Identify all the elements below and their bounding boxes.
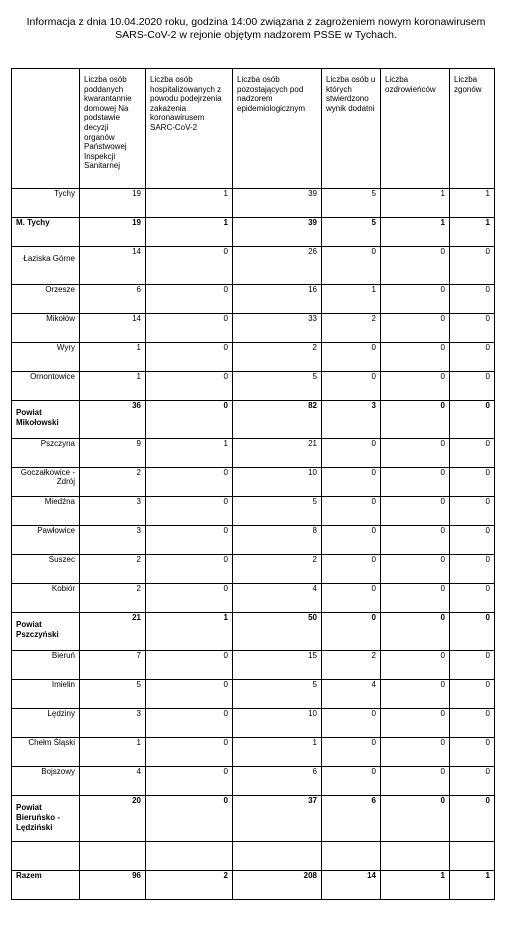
value-cell: 4 <box>80 767 146 796</box>
table-row <box>12 497 495 526</box>
region-name-cell: Chełm Śląski <box>12 738 80 767</box>
value-cell: 0 <box>322 372 381 401</box>
table-row <box>12 439 495 468</box>
value-cell: 1 <box>146 613 233 651</box>
value-cell: 0 <box>450 651 495 680</box>
value-cell: 1 <box>450 189 495 218</box>
value-cell: 2 <box>233 555 322 584</box>
region-name-cell: Pszczyna <box>12 439 80 468</box>
value-cell: 39 <box>233 218 322 247</box>
value-cell: 15 <box>233 651 322 680</box>
value-cell: 0 <box>381 555 450 584</box>
value-cell: 2 <box>80 584 146 613</box>
value-cell: 3 <box>322 401 381 439</box>
value-cell: 0 <box>450 584 495 613</box>
value-cell: 3 <box>80 709 146 738</box>
value-cell: 14 <box>80 247 146 285</box>
value-cell: 0 <box>322 738 381 767</box>
region-name-cell: Pawłowice <box>12 526 80 555</box>
value-cell: 0 <box>381 497 450 526</box>
value-cell: 20 <box>80 796 146 842</box>
value-cell: 2 <box>322 314 381 343</box>
value-cell: 4 <box>322 680 381 709</box>
value-cell: 0 <box>381 401 450 439</box>
value-cell <box>80 842 146 871</box>
region-name-cell: Powiat Bieruńsko - Lędziński <box>12 796 80 842</box>
value-cell: 0 <box>146 584 233 613</box>
value-cell: 2 <box>80 555 146 584</box>
region-name-cell: Miedźna <box>12 497 80 526</box>
value-cell: 0 <box>146 526 233 555</box>
value-cell: 21 <box>233 439 322 468</box>
value-cell: 0 <box>381 680 450 709</box>
value-cell: 6 <box>80 285 146 314</box>
region-name-cell: Powiat Pszczyński <box>12 613 80 651</box>
value-cell: 0 <box>146 680 233 709</box>
region-name-cell: Lędziny <box>12 709 80 738</box>
header-cell-positive: Liczba osób u których stwierdzono wynik dodatni <box>322 69 381 189</box>
table-row <box>12 767 495 796</box>
value-cell: 1 <box>80 738 146 767</box>
table-row <box>12 871 495 900</box>
value-cell: 6 <box>233 767 322 796</box>
table-row <box>12 218 495 247</box>
table-row <box>12 526 495 555</box>
value-cell: 0 <box>322 767 381 796</box>
header-cell-hospitalized: Liczba osób hospitalizowanych z powodu podejrzenia zakażenia koronawirusem SARC-CoV-2 <box>146 69 233 189</box>
value-cell: 0 <box>381 247 450 285</box>
value-cell: 8 <box>233 526 322 555</box>
value-cell: 0 <box>146 709 233 738</box>
table-row <box>12 613 495 651</box>
value-cell: 0 <box>450 401 495 439</box>
table-row <box>12 651 495 680</box>
region-name-cell: Powiat Mikołowski <box>12 401 80 439</box>
header-cell-region <box>12 69 80 189</box>
table-row <box>12 738 495 767</box>
value-cell: 0 <box>146 343 233 372</box>
value-cell <box>450 842 495 871</box>
value-cell: 5 <box>233 680 322 709</box>
value-cell: 3 <box>80 526 146 555</box>
value-cell: 0 <box>381 796 450 842</box>
value-cell: 39 <box>233 189 322 218</box>
value-cell: 0 <box>146 796 233 842</box>
value-cell: 1 <box>146 189 233 218</box>
value-cell: 208 <box>233 871 322 900</box>
value-cell: 1 <box>450 218 495 247</box>
value-cell: 5 <box>80 680 146 709</box>
value-cell: 0 <box>322 526 381 555</box>
header-cell-supervision: Liczba osób pozostających pod nadzorem epidemiologicznym <box>233 69 322 189</box>
value-cell: 0 <box>381 613 450 651</box>
value-cell: 1 <box>233 738 322 767</box>
region-name-cell: Tychy <box>12 189 80 218</box>
region-name-cell: Suszec <box>12 555 80 584</box>
value-cell: 33 <box>233 314 322 343</box>
header-cell-recovered: Liczba ozdrowieńców <box>381 69 450 189</box>
table-row <box>12 555 495 584</box>
value-cell: 0 <box>381 285 450 314</box>
value-cell: 0 <box>146 468 233 497</box>
value-cell: 50 <box>233 613 322 651</box>
table-row <box>12 189 495 218</box>
value-cell: 0 <box>450 468 495 497</box>
region-name-cell: Mikołów <box>12 314 80 343</box>
region-name-cell: Bieruń <box>12 651 80 680</box>
value-cell: 0 <box>146 372 233 401</box>
value-cell: 0 <box>322 468 381 497</box>
value-cell: 4 <box>233 584 322 613</box>
value-cell: 0 <box>381 584 450 613</box>
value-cell: 0 <box>146 285 233 314</box>
value-cell: 3 <box>80 497 146 526</box>
header-cell-deaths: Liczba zgonów <box>450 69 495 189</box>
value-cell: 96 <box>80 871 146 900</box>
value-cell: 6 <box>322 796 381 842</box>
value-cell: 16 <box>233 285 322 314</box>
value-cell: 1 <box>381 218 450 247</box>
value-cell: 0 <box>146 401 233 439</box>
region-name-cell: M. Tychy <box>12 218 80 247</box>
value-cell: 0 <box>322 555 381 584</box>
value-cell: 10 <box>233 468 322 497</box>
table-row <box>12 796 495 842</box>
table-row <box>12 584 495 613</box>
region-name-cell <box>12 842 80 871</box>
value-cell: 0 <box>146 767 233 796</box>
value-cell <box>233 842 322 871</box>
value-cell: 0 <box>146 555 233 584</box>
document-title <box>0 16 512 42</box>
value-cell: 0 <box>322 439 381 468</box>
value-cell: 0 <box>146 738 233 767</box>
table-row <box>12 314 495 343</box>
header-row <box>12 69 495 189</box>
value-cell: 0 <box>450 796 495 842</box>
value-cell: 1 <box>80 343 146 372</box>
value-cell: 2 <box>322 651 381 680</box>
value-cell: 1 <box>381 189 450 218</box>
region-name-cell: Wyry <box>12 343 80 372</box>
value-cell: 1 <box>381 871 450 900</box>
value-cell: 0 <box>322 613 381 651</box>
value-cell: 0 <box>146 314 233 343</box>
value-cell: 0 <box>450 526 495 555</box>
value-cell: 0 <box>381 314 450 343</box>
value-cell: 5 <box>322 218 381 247</box>
value-cell <box>322 842 381 871</box>
region-name-cell: Bojszowy <box>12 767 80 796</box>
region-name-cell: Łaziska Górne <box>12 247 80 285</box>
value-cell: 82 <box>233 401 322 439</box>
region-name-cell: Ornontowice <box>12 372 80 401</box>
value-cell: 0 <box>322 247 381 285</box>
value-cell: 0 <box>146 651 233 680</box>
table-row <box>12 468 495 497</box>
table-row <box>12 285 495 314</box>
value-cell: 0 <box>381 343 450 372</box>
value-cell: 1 <box>146 439 233 468</box>
table-row <box>12 372 495 401</box>
value-cell: 0 <box>322 709 381 738</box>
value-cell: 0 <box>322 584 381 613</box>
table-row <box>12 709 495 738</box>
value-cell: 2 <box>233 343 322 372</box>
value-cell: 14 <box>322 871 381 900</box>
value-cell <box>146 842 233 871</box>
value-cell: 1 <box>146 218 233 247</box>
value-cell: 14 <box>80 314 146 343</box>
table-row <box>12 343 495 372</box>
value-cell: 0 <box>450 497 495 526</box>
value-cell: 2 <box>146 871 233 900</box>
title-line-2: SARS-CoV-2 w rejonie objętym nadzorem PSSE w Tychach. <box>115 29 397 41</box>
value-cell: 0 <box>146 247 233 285</box>
value-cell: 37 <box>233 796 322 842</box>
value-cell: 1 <box>322 285 381 314</box>
region-name-cell: Goczałkowice - Zdrój <box>12 468 80 497</box>
value-cell: 0 <box>146 497 233 526</box>
region-name-cell: Orzesze <box>12 285 80 314</box>
value-cell: 5 <box>233 497 322 526</box>
region-name-cell: Kobiór <box>12 584 80 613</box>
value-cell: 36 <box>80 401 146 439</box>
value-cell: 0 <box>381 738 450 767</box>
value-cell: 0 <box>381 468 450 497</box>
value-cell: 0 <box>450 314 495 343</box>
value-cell: 0 <box>381 709 450 738</box>
value-cell: 1 <box>80 372 146 401</box>
value-cell: 2 <box>80 468 146 497</box>
value-cell: 0 <box>381 526 450 555</box>
table-row <box>12 401 495 439</box>
value-cell: 1 <box>450 871 495 900</box>
value-cell: 0 <box>450 709 495 738</box>
value-cell: 0 <box>450 767 495 796</box>
value-cell: 21 <box>80 613 146 651</box>
value-cell: 7 <box>80 651 146 680</box>
title-line-1: Informacja z dnia 10.04.2020 roku, godzina 14:00 związana z zagrożeniem nowym koronawirusem <box>26 16 486 28</box>
value-cell: 19 <box>80 189 146 218</box>
value-cell: 0 <box>450 555 495 584</box>
value-cell: 10 <box>233 709 322 738</box>
value-cell: 0 <box>450 285 495 314</box>
value-cell <box>381 842 450 871</box>
value-cell: 0 <box>381 651 450 680</box>
value-cell: 0 <box>322 343 381 372</box>
header-cell-quarantine: Liczba osób poddanych kwarantannie domowej Na podstawie decyzji organów Państwowej Inspekcji Sanitarnej <box>80 69 146 189</box>
value-cell: 19 <box>80 218 146 247</box>
table-row <box>12 680 495 709</box>
value-cell: 0 <box>450 680 495 709</box>
value-cell: 5 <box>322 189 381 218</box>
value-cell: 0 <box>322 497 381 526</box>
region-name-cell: Imielin <box>12 680 80 709</box>
table-row <box>12 247 495 285</box>
value-cell: 0 <box>450 738 495 767</box>
region-name-cell: Razem <box>12 871 80 900</box>
value-cell: 0 <box>450 372 495 401</box>
table-row <box>12 842 495 871</box>
value-cell: 0 <box>381 767 450 796</box>
value-cell: 0 <box>381 372 450 401</box>
value-cell: 0 <box>450 439 495 468</box>
value-cell: 0 <box>450 247 495 285</box>
statistics-table <box>11 68 495 900</box>
value-cell: 9 <box>80 439 146 468</box>
value-cell: 26 <box>233 247 322 285</box>
value-cell: 0 <box>450 343 495 372</box>
value-cell: 5 <box>233 372 322 401</box>
value-cell: 0 <box>381 439 450 468</box>
value-cell: 0 <box>450 613 495 651</box>
